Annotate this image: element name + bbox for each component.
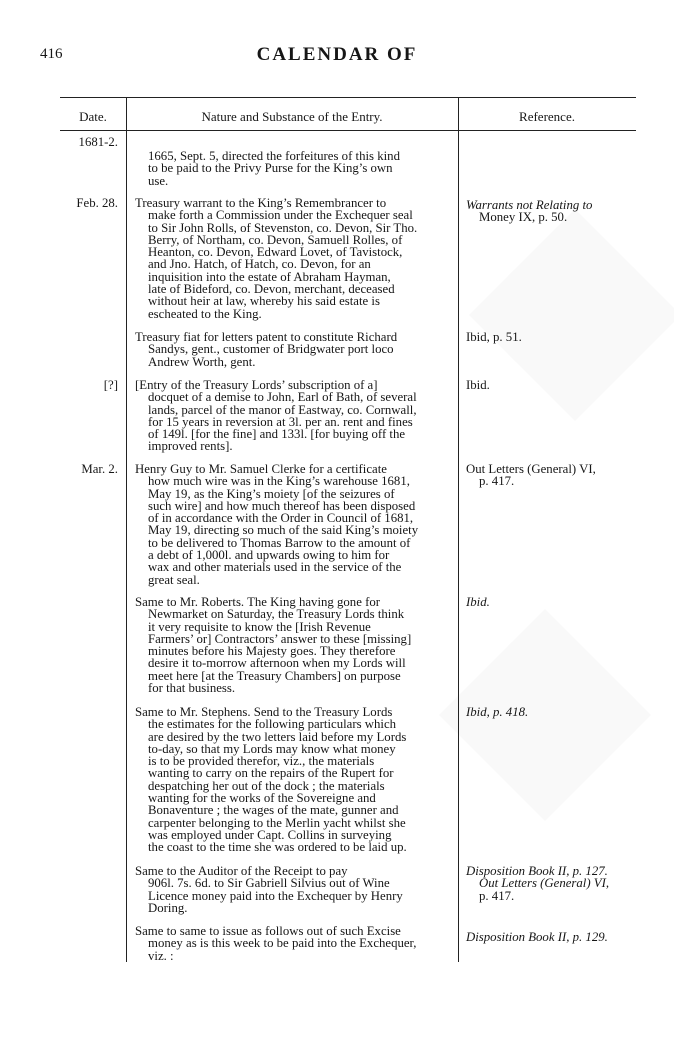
column-divider [126,97,127,962]
entry-line: the coast to the time she was ordered to be laid up. [148,840,407,855]
entry-line: Berry, of Northam, co. Devon, Samuell Rolles, of [148,232,403,247]
entry-line: Same to Mr. Roberts. The King having gone for [135,595,381,609]
table-top-rule [60,97,636,98]
entry-line: such wire] and how much thereof has been disposed [148,498,416,513]
entry-line: Sandys, gent., customer of Bridgwater port loco [148,342,394,357]
entry-line: are desired by the two letters laid before my Lords [148,729,407,744]
entry-line: Newmarket on Saturday, the Treasury Lords think [148,607,405,622]
entry-line: Farmers’ or] Contractors’ answer to these [missing] [148,631,412,646]
entry-line: Treasury warrant to the King’s Remembrancer to [135,196,387,210]
entry-line: meet here [at the Treasury Chambers] on purpose [148,668,401,683]
column-header-date: Date. [79,109,107,124]
reference-line: Disposition Book II, p. 127. [466,864,608,878]
entry-line: to Sir John Rolls, of Stevenston, co. Devon, Sir Tho. [148,220,418,235]
entry-text [135,463,453,586]
entry-line: to be delivered to Thomas Barrow to the amount of [148,535,411,550]
entry-line: docquet of a demise to John, Earl of Bath, of several [148,390,417,405]
entry-line: wanting for the works of the Sovereigne and [148,791,376,806]
entry-text [135,865,453,914]
entry-line: how much wire was in the King’s warehouse 1681, [148,474,410,489]
entry-line: lands, parcel of the manor of Eastway, co. Cornwall, [148,402,417,417]
entry-line: for that business. [148,681,236,696]
entry-line: to be paid to the Privy Purse for the King’s own [148,161,393,176]
entry-line: Doring. [148,900,188,915]
entry-reference [466,379,626,391]
entry-line: is to be provided therefor, viz., the materials [148,754,375,769]
entry-line: viz. : [148,948,174,963]
entry-line: of 149l. [for the fine] and 133l. [for buying off the [148,427,406,442]
entry-line: and Jno. Hatch, of Hatch, co. Devon, for an [148,257,371,272]
reference-line: Out Letters (General) VI, [479,876,610,891]
entry-line: to-day, so that my Lords may know what money [148,741,396,756]
entry-line: late of Bideford, co. Devon, merchant, deceased [148,282,395,297]
entry-line: Same to Mr. Stephens. Send to the Treasury Lords [135,705,393,719]
entry-line: escheated to the King. [148,306,262,321]
entry-line: great seal. [148,572,200,587]
entry-line: improved rents]. [148,439,233,454]
entry-line: 1665, Sept. 5, directed the forfeitures of this kind [148,149,400,163]
reference-line: p. 417. [479,888,515,903]
entry-reference [466,931,626,943]
entry-date: Mar. 2. [81,462,118,476]
entry-text [135,150,453,187]
reference-line: p. 417. [479,474,515,489]
column-divider [458,97,459,962]
entry-reference [466,199,626,224]
entry-text [135,925,453,962]
entry-line: Treasury fiat for letters patent to constitute Richard [135,330,398,344]
running-header [0,46,674,74]
entry-reference [466,706,626,718]
entry-date: 1681-2. [78,135,118,149]
page-number: 416 [40,46,63,62]
entry-reference [466,596,626,608]
entry-text [135,197,453,320]
entry-line: a debt of 1,000l. and upwards owing to him for [148,548,390,563]
entry-line: Licence money paid into the Exchequer by Henry [148,888,403,903]
column-header-nature: Nature and Substance of the Entry. [201,109,383,124]
entry-line: the estimates for the following particulars which [148,717,397,732]
entry-line: without heir at law, whereby his said estate is [148,294,380,309]
entry-line: Henry Guy to Mr. Samuel Clerke for a certificate [135,462,387,476]
entry-line: Same to the Auditor of the Receipt to pay [135,864,348,878]
entry-line: Heanton, co. Devon, Edward Lovet, of Tavistock, [148,245,403,260]
entry-line: inquisition into the estate of Abraham Hayman, [148,269,391,284]
entry-line: wanting to carry on the repairs of the Rupert for [148,766,394,781]
entry-date: [?] [103,378,118,392]
column-header-reference: Reference. [519,109,575,124]
entry-date: Feb. 28. [76,196,118,210]
reference-line: Ibid. [466,595,490,609]
entry-line: carpenter belonging to the Merlin yacht whilst she [148,815,406,830]
entry-text [135,596,453,694]
entry-line: [Entry of the Treasury Lords’ subscription of a] [135,378,378,392]
entry-line: May 19, directing so much of the said King’s moiety [148,523,419,538]
entry-line: make forth a Commission under the Exchequer seal [148,208,413,223]
entry-line: 906l. 7s. 6d. to Sir Gabriell Silvius out of Wine [148,876,390,891]
entry-line: Same to same to issue as follows out of such Excise [135,924,401,938]
entry-line: wax and other materials used in the service of the [148,560,402,575]
entry-line: desire it to-morrow afternoon when my Lords will [148,656,406,671]
reference-line: Out Letters (General) VI, [466,462,596,476]
table-header-rule [60,130,636,131]
entry-line: minutes before his Majesty goes. They therefore [148,644,396,659]
entry-text [135,379,453,453]
entry-line: for 15 years in reversion at 3l. per an. rent and fines [148,414,413,429]
reference-line: Ibid, p. 418. [466,705,529,719]
entry-line: Andrew Worth, gent. [148,354,256,369]
entry-line: of in accordance with the Order in Council of 1681, [148,511,414,526]
entry-text [135,331,453,368]
reference-line: Ibid, p. 51. [466,330,522,344]
entry-line: was employed under Capt. Collins in surveying [148,827,392,842]
entry-text [135,706,453,854]
entry-line: it very requisite to know the [Irish Revenue [148,619,371,634]
reference-line: Ibid. [466,378,490,392]
reference-line: Warrants not Relating to [466,198,593,212]
entry-line: money as is this week to be paid into the Exchequer, [148,936,417,951]
entry-line: May 19, as the King’s moiety [of the seizures of [148,486,395,501]
reference-line: Money IX, p. 50. [479,210,568,225]
entry-reference [466,331,626,343]
running-title: CALENDAR OF [256,44,418,65]
reference-line: Disposition Book II, p. 129. [466,930,608,944]
entry-line: despatching her out of the dock ; the materials [148,778,385,793]
entry-reference [466,463,626,488]
entry-line: use. [148,173,169,188]
entry-reference [466,865,626,902]
entry-line: Bonaventure ; the wages of the mate, gunner and [148,803,399,818]
